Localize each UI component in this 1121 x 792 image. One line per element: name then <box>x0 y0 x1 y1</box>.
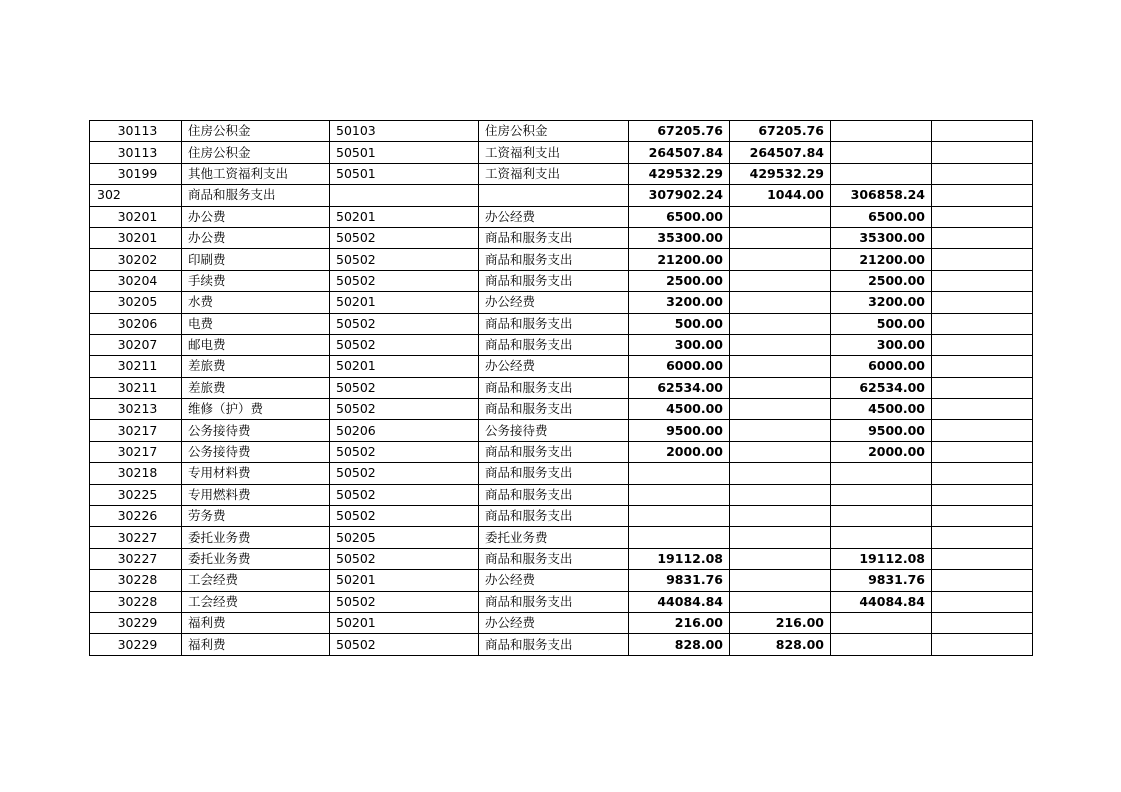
total-amount-cell: 307902.24 <box>629 185 730 206</box>
personnel-amount-cell <box>730 548 831 569</box>
total-amount-cell: 9831.76 <box>629 570 730 591</box>
public-amount-cell <box>831 163 932 184</box>
econ-name-cell: 电费 <box>182 313 330 334</box>
econ-code-cell: 30228 <box>90 570 182 591</box>
gov-code-cell: 50502 <box>330 377 479 398</box>
gov-name-cell: 商品和服务支出 <box>479 441 629 462</box>
econ-code-cell: 30207 <box>90 334 182 355</box>
personnel-amount-cell: 1044.00 <box>730 185 831 206</box>
public-amount-cell: 21200.00 <box>831 249 932 270</box>
gov-code-cell: 50502 <box>330 249 479 270</box>
total-amount-cell: 2000.00 <box>629 441 730 462</box>
econ-name-cell: 其他工资福利支出 <box>182 163 330 184</box>
econ-name-cell: 办公费 <box>182 227 330 248</box>
econ-code-cell: 30199 <box>90 163 182 184</box>
gov-name-cell: 商品和服务支出 <box>479 591 629 612</box>
econ-name-cell: 印刷费 <box>182 249 330 270</box>
econ-code-cell: 30213 <box>90 399 182 420</box>
total-amount-cell: 35300.00 <box>629 227 730 248</box>
gov-name-cell: 商品和服务支出 <box>479 377 629 398</box>
personnel-amount-cell <box>730 591 831 612</box>
gov-code-cell: 50201 <box>330 356 479 377</box>
gov-code-cell: 50502 <box>330 463 479 484</box>
personnel-amount-cell <box>730 420 831 441</box>
econ-name-cell: 邮电费 <box>182 334 330 355</box>
personnel-amount-cell: 216.00 <box>730 612 831 633</box>
personnel-amount-cell <box>730 463 831 484</box>
table-row <box>90 185 1033 206</box>
econ-code-cell: 30205 <box>90 292 182 313</box>
expenditure-table <box>89 120 1033 656</box>
extra-cell <box>932 356 1033 377</box>
personnel-amount-cell: 67205.76 <box>730 121 831 142</box>
gov-code-cell: 50201 <box>330 292 479 313</box>
econ-name-cell: 公务接待费 <box>182 441 330 462</box>
total-amount-cell: 67205.76 <box>629 121 730 142</box>
econ-code-cell: 30206 <box>90 313 182 334</box>
gov-code-cell: 50103 <box>330 121 479 142</box>
extra-cell <box>932 249 1033 270</box>
personnel-amount-cell: 828.00 <box>730 634 831 655</box>
extra-cell <box>932 163 1033 184</box>
gov-code-cell: 50502 <box>330 548 479 569</box>
gov-code-cell: 50201 <box>330 612 479 633</box>
public-amount-cell: 9500.00 <box>831 420 932 441</box>
econ-code-cell: 30217 <box>90 441 182 462</box>
total-amount-cell: 216.00 <box>629 612 730 633</box>
econ-name-cell: 水费 <box>182 292 330 313</box>
public-amount-cell <box>831 527 932 548</box>
econ-name-cell: 专用燃料费 <box>182 484 330 505</box>
table-row <box>90 163 1033 184</box>
personnel-amount-cell <box>730 292 831 313</box>
gov-name-cell: 商品和服务支出 <box>479 634 629 655</box>
gov-name-cell: 商品和服务支出 <box>479 334 629 355</box>
gov-code-cell: 50502 <box>330 506 479 527</box>
public-amount-cell: 3200.00 <box>831 292 932 313</box>
econ-code-cell: 30202 <box>90 249 182 270</box>
extra-cell <box>932 206 1033 227</box>
econ-code-cell: 30229 <box>90 634 182 655</box>
total-amount-cell <box>629 527 730 548</box>
econ-code-cell: 30204 <box>90 270 182 291</box>
personnel-amount-cell <box>730 270 831 291</box>
personnel-amount-cell <box>730 227 831 248</box>
total-amount-cell: 828.00 <box>629 634 730 655</box>
extra-cell <box>932 377 1033 398</box>
gov-name-cell <box>479 185 629 206</box>
extra-cell <box>932 506 1033 527</box>
public-amount-cell: 300.00 <box>831 334 932 355</box>
public-amount-cell: 2500.00 <box>831 270 932 291</box>
table-body <box>90 121 1033 656</box>
gov-code-cell: 50502 <box>330 313 479 334</box>
gov-name-cell: 商品和服务支出 <box>479 313 629 334</box>
econ-code-cell: 30227 <box>90 548 182 569</box>
gov-name-cell: 商品和服务支出 <box>479 270 629 291</box>
extra-cell <box>932 591 1033 612</box>
econ-name-cell: 委托业务费 <box>182 548 330 569</box>
personnel-amount-cell: 264507.84 <box>730 142 831 163</box>
public-amount-cell <box>831 612 932 633</box>
extra-cell <box>932 227 1033 248</box>
total-amount-cell: 264507.84 <box>629 142 730 163</box>
extra-cell <box>932 142 1033 163</box>
table-row <box>90 463 1033 484</box>
table-row <box>90 634 1033 655</box>
table-row <box>90 356 1033 377</box>
total-amount-cell <box>629 506 730 527</box>
personnel-amount-cell <box>730 206 831 227</box>
gov-name-cell: 商品和服务支出 <box>479 399 629 420</box>
public-amount-cell <box>831 142 932 163</box>
econ-code-cell: 30229 <box>90 612 182 633</box>
gov-name-cell: 办公经费 <box>479 292 629 313</box>
extra-cell <box>932 121 1033 142</box>
total-amount-cell: 19112.08 <box>629 548 730 569</box>
extra-cell <box>932 334 1033 355</box>
total-amount-cell: 21200.00 <box>629 249 730 270</box>
extra-cell <box>932 420 1033 441</box>
total-amount-cell: 44084.84 <box>629 591 730 612</box>
gov-name-cell: 工资福利支出 <box>479 142 629 163</box>
public-amount-cell: 500.00 <box>831 313 932 334</box>
table-row <box>90 227 1033 248</box>
econ-name-cell: 工会经费 <box>182 591 330 612</box>
public-amount-cell: 4500.00 <box>831 399 932 420</box>
gov-name-cell: 商品和服务支出 <box>479 463 629 484</box>
total-amount-cell: 3200.00 <box>629 292 730 313</box>
econ-name-cell: 手续费 <box>182 270 330 291</box>
total-amount-cell: 300.00 <box>629 334 730 355</box>
econ-code-cell: 30217 <box>90 420 182 441</box>
gov-code-cell: 50201 <box>330 206 479 227</box>
gov-code-cell: 50502 <box>330 441 479 462</box>
public-amount-cell <box>831 121 932 142</box>
public-amount-cell: 6500.00 <box>831 206 932 227</box>
personnel-amount-cell <box>730 527 831 548</box>
personnel-amount-cell <box>730 334 831 355</box>
extra-cell <box>932 484 1033 505</box>
gov-code-cell: 50502 <box>330 591 479 612</box>
public-amount-cell: 6000.00 <box>831 356 932 377</box>
gov-code-cell: 50206 <box>330 420 479 441</box>
extra-cell <box>932 527 1033 548</box>
table-row <box>90 506 1033 527</box>
econ-name-cell: 办公费 <box>182 206 330 227</box>
personnel-amount-cell <box>730 441 831 462</box>
gov-code-cell: 50205 <box>330 527 479 548</box>
extra-cell <box>932 548 1033 569</box>
public-amount-cell <box>831 484 932 505</box>
econ-name-cell: 劳务费 <box>182 506 330 527</box>
table-row <box>90 142 1033 163</box>
econ-code-cell: 30228 <box>90 591 182 612</box>
table-row <box>90 591 1033 612</box>
extra-cell <box>932 185 1033 206</box>
table-row <box>90 399 1033 420</box>
total-amount-cell: 500.00 <box>629 313 730 334</box>
public-amount-cell <box>831 634 932 655</box>
econ-code-cell: 30227 <box>90 527 182 548</box>
gov-name-cell: 工资福利支出 <box>479 163 629 184</box>
econ-name-cell: 维修（护）费 <box>182 399 330 420</box>
econ-code-cell: 30201 <box>90 227 182 248</box>
public-amount-cell: 306858.24 <box>831 185 932 206</box>
extra-cell <box>932 399 1033 420</box>
extra-cell <box>932 634 1033 655</box>
total-amount-cell <box>629 484 730 505</box>
extra-cell <box>932 441 1033 462</box>
personnel-amount-cell <box>730 313 831 334</box>
table-row <box>90 377 1033 398</box>
total-amount-cell: 4500.00 <box>629 399 730 420</box>
econ-name-cell: 差旅费 <box>182 356 330 377</box>
econ-name-cell: 福利费 <box>182 634 330 655</box>
table-row <box>90 270 1033 291</box>
total-amount-cell: 429532.29 <box>629 163 730 184</box>
total-amount-cell: 62534.00 <box>629 377 730 398</box>
econ-code-cell: 30218 <box>90 463 182 484</box>
econ-name-cell: 福利费 <box>182 612 330 633</box>
econ-code-cell: 30226 <box>90 506 182 527</box>
total-amount-cell: 6500.00 <box>629 206 730 227</box>
table-row <box>90 334 1033 355</box>
gov-code-cell: 50501 <box>330 142 479 163</box>
extra-cell <box>932 612 1033 633</box>
econ-code-cell: 30113 <box>90 121 182 142</box>
table-row <box>90 121 1033 142</box>
econ-code-cell: 30201 <box>90 206 182 227</box>
gov-name-cell: 公务接待费 <box>479 420 629 441</box>
table-row <box>90 313 1033 334</box>
econ-name-cell: 差旅费 <box>182 377 330 398</box>
gov-code-cell: 50502 <box>330 399 479 420</box>
econ-name-cell: 委托业务费 <box>182 527 330 548</box>
econ-code-cell: 30211 <box>90 356 182 377</box>
gov-code-cell <box>330 185 479 206</box>
econ-name-cell: 公务接待费 <box>182 420 330 441</box>
gov-code-cell: 50502 <box>330 634 479 655</box>
econ-name-cell: 工会经费 <box>182 570 330 591</box>
gov-code-cell: 50502 <box>330 270 479 291</box>
total-amount-cell: 6000.00 <box>629 356 730 377</box>
econ-code-cell: 30113 <box>90 142 182 163</box>
extra-cell <box>932 463 1033 484</box>
econ-code-cell: 30211 <box>90 377 182 398</box>
gov-code-cell: 50502 <box>330 227 479 248</box>
table-row <box>90 527 1033 548</box>
econ-name-cell: 住房公积金 <box>182 142 330 163</box>
table-row <box>90 548 1033 569</box>
gov-name-cell: 住房公积金 <box>479 121 629 142</box>
gov-name-cell: 委托业务费 <box>479 527 629 548</box>
total-amount-cell: 9500.00 <box>629 420 730 441</box>
table-row <box>90 249 1033 270</box>
personnel-amount-cell: 429532.29 <box>730 163 831 184</box>
extra-cell <box>932 292 1033 313</box>
econ-code-cell: 302 <box>90 185 182 206</box>
econ-code-cell: 30225 <box>90 484 182 505</box>
extra-cell <box>932 570 1033 591</box>
table-row <box>90 420 1033 441</box>
gov-code-cell: 50201 <box>330 570 479 591</box>
personnel-amount-cell <box>730 249 831 270</box>
personnel-amount-cell <box>730 506 831 527</box>
gov-name-cell: 商品和服务支出 <box>479 548 629 569</box>
gov-name-cell: 办公经费 <box>479 612 629 633</box>
table-row <box>90 441 1033 462</box>
table-row <box>90 292 1033 313</box>
gov-code-cell: 50502 <box>330 334 479 355</box>
public-amount-cell: 44084.84 <box>831 591 932 612</box>
table-row <box>90 206 1033 227</box>
gov-code-cell: 50502 <box>330 484 479 505</box>
personnel-amount-cell <box>730 399 831 420</box>
econ-name-cell: 住房公积金 <box>182 121 330 142</box>
econ-name-cell: 专用材料费 <box>182 463 330 484</box>
gov-name-cell: 办公经费 <box>479 570 629 591</box>
personnel-amount-cell <box>730 484 831 505</box>
extra-cell <box>932 313 1033 334</box>
gov-name-cell: 办公经费 <box>479 356 629 377</box>
public-amount-cell: 35300.00 <box>831 227 932 248</box>
gov-name-cell: 商品和服务支出 <box>479 506 629 527</box>
gov-name-cell: 商品和服务支出 <box>479 484 629 505</box>
total-amount-cell: 2500.00 <box>629 270 730 291</box>
personnel-amount-cell <box>730 377 831 398</box>
public-amount-cell <box>831 463 932 484</box>
public-amount-cell: 9831.76 <box>831 570 932 591</box>
table-row <box>90 484 1033 505</box>
gov-name-cell: 办公经费 <box>479 206 629 227</box>
gov-name-cell: 商品和服务支出 <box>479 249 629 270</box>
personnel-amount-cell <box>730 570 831 591</box>
public-amount-cell: 62534.00 <box>831 377 932 398</box>
extra-cell <box>932 270 1033 291</box>
table-row <box>90 612 1033 633</box>
public-amount-cell: 2000.00 <box>831 441 932 462</box>
public-amount-cell <box>831 506 932 527</box>
personnel-amount-cell <box>730 356 831 377</box>
gov-name-cell: 商品和服务支出 <box>479 227 629 248</box>
total-amount-cell <box>629 463 730 484</box>
table-row <box>90 570 1033 591</box>
econ-name-cell: 商品和服务支出 <box>182 185 330 206</box>
public-amount-cell: 19112.08 <box>831 548 932 569</box>
gov-code-cell: 50501 <box>330 163 479 184</box>
